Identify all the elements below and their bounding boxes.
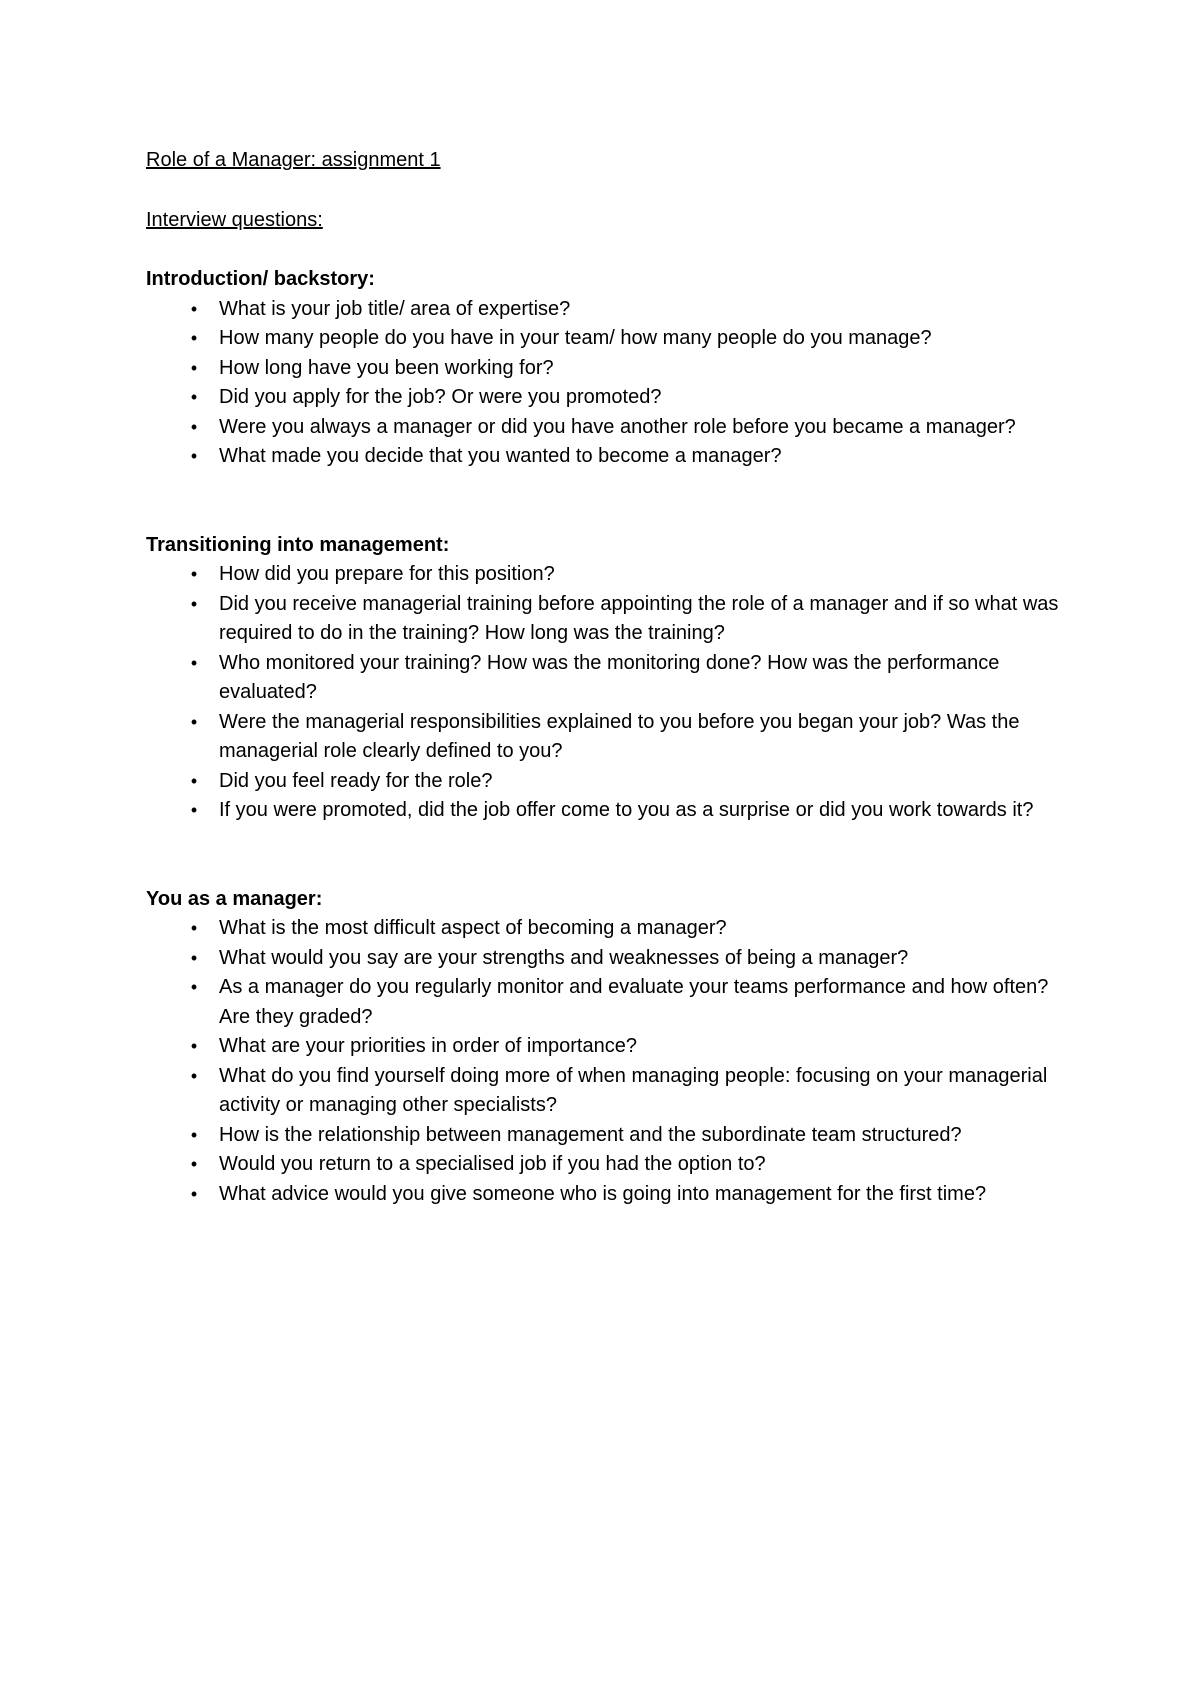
document-body [146, 146, 1066, 1209]
section-heading: You as a manager: [146, 887, 323, 910]
list-item [146, 1062, 1066, 1121]
bullet-icon: • [190, 1065, 198, 1086]
bullet-icon: • [190, 918, 198, 938]
question-text: What is your job title/ area of expertise? [219, 297, 571, 320]
section-heading: Transitioning into management: [146, 533, 450, 556]
question-text: How is the relationship between management and the subordinate team structured? [219, 1123, 962, 1146]
bullet-icon: • [190, 800, 198, 820]
list-item [146, 590, 1066, 649]
list-item [146, 649, 1066, 708]
bullet-icon: • [190, 328, 198, 348]
question-text: What made you decide that you wanted to become a manager? [219, 445, 782, 467]
question-text: As a manager do you regularly monitor and evaluate your teams performance and how often? Are they graded? [219, 976, 1049, 1028]
document-title: Role of a Manager: assignment 1 [146, 149, 441, 171]
question-list [146, 560, 1066, 826]
question-text: What is the most difficult aspect of becoming a manager? [219, 917, 727, 939]
question-text: If you were promoted, did the job offer come to you as a surprise or did you work towards it? [219, 799, 1034, 821]
section-spacer [146, 826, 1066, 885]
list-item [146, 442, 1066, 472]
bullet-icon: • [190, 1154, 198, 1174]
bullet-icon: • [190, 977, 198, 997]
question-text: How long have you been working for? [219, 356, 554, 379]
section-spacer [146, 472, 1066, 531]
bullet-icon: • [190, 416, 198, 437]
question-text: Who monitored your training? How was the monitoring done? How was the performance evaluated? [219, 651, 1000, 703]
section-transitioning [146, 531, 1066, 826]
question-text: What would you say are your strengths and weaknesses of being a manager? [219, 946, 909, 969]
bullet-icon: • [190, 1036, 198, 1056]
question-text: Did you feel ready for the role? [219, 769, 493, 792]
list-item [146, 413, 1066, 443]
bullet-icon: • [190, 1124, 198, 1145]
bullet-icon: • [190, 593, 198, 614]
question-text: Did you apply for the job? Or were you promoted? [219, 386, 662, 408]
list-item [146, 560, 1066, 590]
list-item [146, 944, 1066, 974]
question-text: What do you find yourself doing more of when managing people: focusing on your managerial activity or managing other specialists? [219, 1064, 1048, 1116]
question-list [146, 914, 1066, 1209]
bullet-icon: • [190, 770, 198, 791]
bullet-icon: • [190, 564, 198, 584]
bullet-icon: • [190, 711, 198, 732]
list-item [146, 708, 1066, 767]
question-text: What are your priorities in order of importance? [219, 1035, 637, 1057]
list-item [146, 1180, 1066, 1210]
bullet-icon: • [190, 446, 198, 466]
list-item [146, 973, 1066, 1032]
list-item [146, 767, 1066, 797]
question-list [146, 295, 1066, 472]
bullet-icon: • [190, 357, 198, 378]
question-text: Were you always a manager or did you have another role before you became a manager? [219, 415, 1016, 438]
list-item [146, 1121, 1066, 1151]
section-heading: Introduction/ backstory: [146, 268, 375, 290]
question-text: How many people do you have in your team/ how many people do you manage? [219, 327, 932, 349]
list-item [146, 354, 1066, 384]
bullet-icon: • [190, 652, 198, 673]
list-item [146, 383, 1066, 413]
bullet-icon: • [190, 1183, 198, 1204]
bullet-icon: • [190, 387, 198, 407]
list-item [146, 295, 1066, 325]
section-introduction [146, 265, 1066, 472]
list-item [146, 1032, 1066, 1062]
list-item [146, 796, 1066, 826]
document-subtitle: Interview questions: [146, 208, 323, 231]
question-text: What advice would you give someone who is going into management for the first time? [219, 1182, 987, 1205]
question-text: Did you receive managerial training before appointing the role of a manager and if so what was required to do in the training? How long was the training? [219, 592, 1059, 644]
list-item [146, 1150, 1066, 1180]
bullet-icon: • [190, 298, 198, 319]
list-item [146, 914, 1066, 944]
question-text: Were the managerial responsibilities explained to you before you began your job? Was the managerial role clearly defined to you? [219, 710, 1020, 762]
list-item [146, 324, 1066, 354]
question-text: Would you return to a specialised job if you had the option to? [219, 1153, 766, 1175]
bullet-icon: • [190, 947, 198, 968]
section-you-as-manager [146, 885, 1066, 1210]
question-text: How did you prepare for this position? [219, 563, 555, 585]
